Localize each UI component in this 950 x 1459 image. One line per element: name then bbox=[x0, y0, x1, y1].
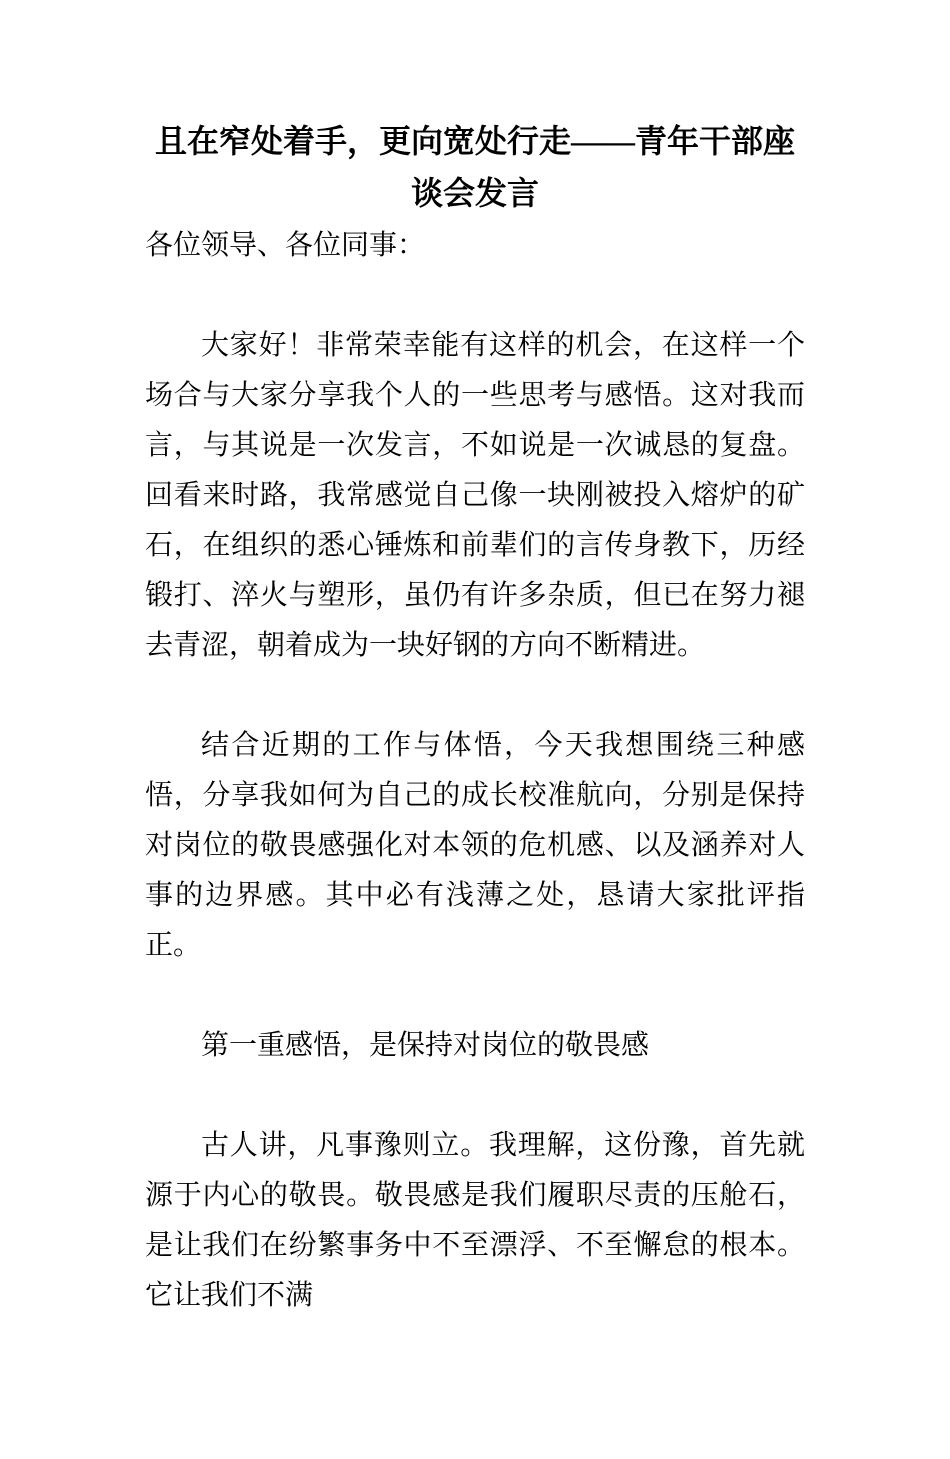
document-body bbox=[145, 221, 805, 1321]
section-heading-first-insight: 第一重感悟，是保持对岗位的敬畏感 bbox=[201, 1030, 650, 1061]
body-paragraph-1: 大家好！非常荣幸能有这样的机会，在这样一个场合与大家分享我个人的一些思考与感悟。这对我而言，与其说是一次发言，不如说是一次诚恳的复盘。回看来时路，我常感觉自己像一块刚被投入熔炉的矿石，在组织的悉心锤炼和前辈们的言传身教下，历经锻打、淬火与塑形，虽仍有许多杂质，但已在努力褪去青涩，朝着成为一块好钢的方向不断精进。 bbox=[145, 330, 805, 661]
body-paragraph-3: 古人讲，凡事豫则立。我理解，这份豫，首先就源于内心的敬畏。敬畏感是我们履职尽责的压舱石，是让我们在纷繁事务中不至漂浮、不至懈怠的根本。它让我们不满 bbox=[145, 1130, 805, 1311]
greeting-line: 各位领导、各位同事： bbox=[145, 230, 426, 261]
document-title: 且在窄处着手，更向宽处行走——青年干部座谈会发言 bbox=[154, 123, 795, 211]
body-paragraph-2: 结合近期的工作与体悟，今天我想围绕三种感悟，分享我如何为自己的成长校准航向，分别是保持对岗位的敬畏感强化对本领的危机感、以及涵养对人事的边界感。其中必有浅薄之处，恳请大家批评指正。 bbox=[145, 730, 805, 961]
document-page bbox=[0, 115, 950, 1459]
